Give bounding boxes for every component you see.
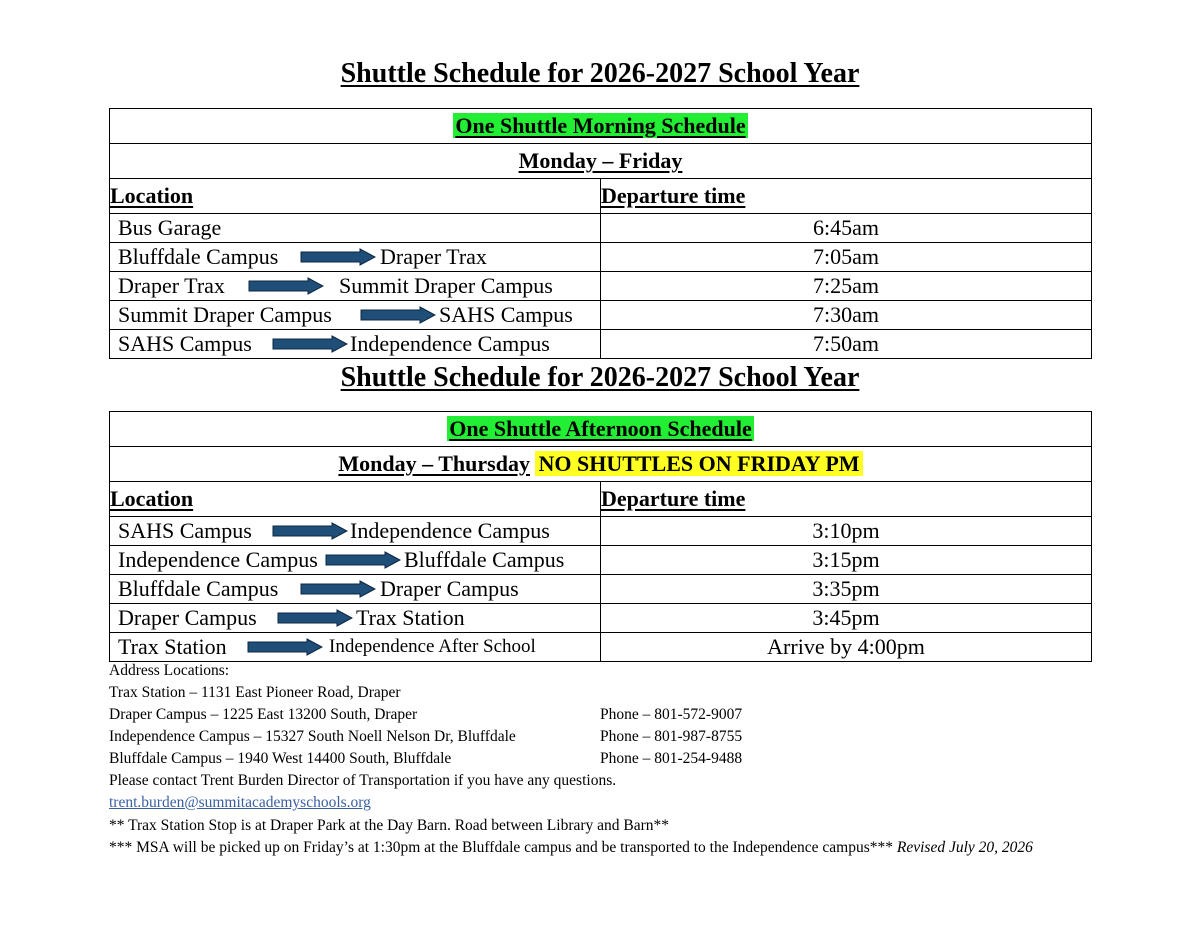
no-friday-notice: NO SHUTTLES ON FRIDAY PM — [535, 451, 862, 476]
table-row — [110, 604, 1092, 633]
location-cell — [110, 330, 601, 359]
afternoon-days: Monday – Thursday — [338, 451, 530, 476]
from-location: Bluffdale Campus — [118, 576, 279, 601]
address-row-independence — [109, 726, 1109, 748]
morning-location-header: Location — [110, 179, 601, 214]
from-location: Draper Campus — [118, 605, 257, 630]
afternoon-heading: One Shuttle Afternoon Schedule — [449, 416, 752, 441]
email-link[interactable]: trent.burden@summitacademyschools.org — [109, 794, 371, 811]
location-cell — [110, 575, 601, 604]
arrow-right-icon — [272, 335, 348, 353]
arrow-right-icon — [248, 277, 324, 295]
to-location: Independence Campus — [350, 518, 550, 543]
morning-days-cell — [110, 144, 1092, 179]
address-row-draper — [109, 704, 1109, 726]
from-location: Summit Draper Campus — [118, 302, 332, 327]
morning-heading-cell — [110, 109, 1092, 144]
table-row — [110, 214, 1092, 243]
afternoon-schedule-table — [109, 411, 1092, 662]
to-location: Independence After School — [329, 636, 536, 657]
arrow-right-icon — [360, 306, 436, 324]
from-location: SAHS Campus — [118, 518, 252, 543]
msa-note-row — [109, 837, 1199, 859]
table-row — [110, 633, 1092, 662]
msa-note: *** MSA will be picked up on Friday’s at 1:30pm at the Bluffdale campus and be transported to the Independence campus*** — [109, 839, 894, 856]
location-cell — [110, 604, 601, 633]
morning-time-header: Departure time — [601, 179, 1092, 214]
phone-bluffdale: Phone – 801-254-9488 — [600, 750, 743, 767]
arrow-right-icon — [325, 551, 401, 569]
from-location: Bus Garage — [118, 215, 222, 240]
afternoon-time-header: Departure time — [601, 482, 1092, 517]
departure-time: 7:05am — [601, 243, 1092, 272]
departure-time: 7:30am — [601, 301, 1092, 330]
table-row — [110, 243, 1092, 272]
address-bluffdale: Bluffdale Campus – 1940 West 14400 South, Bluffdale — [109, 750, 452, 767]
arrow-right-icon — [272, 522, 348, 540]
location-cell — [110, 272, 601, 301]
departure-time: 7:50am — [601, 330, 1092, 359]
departure-time: 3:10pm — [601, 517, 1092, 546]
from-location: Bluffdale Campus — [118, 244, 279, 269]
page-title: Shuttle Schedule for 2026-2027 School Year — [340, 58, 860, 89]
to-location: Summit Draper Campus — [339, 273, 553, 298]
arrow-right-icon — [300, 248, 376, 266]
afternoon-heading-cell — [110, 412, 1092, 447]
morning-heading: One Shuttle Morning Schedule — [455, 113, 746, 138]
morning-schedule-table — [109, 108, 1092, 359]
address-trax: Trax Station – 1131 East Pioneer Road, Draper — [109, 684, 401, 701]
departure-time: 7:25am — [601, 272, 1092, 301]
arrow-right-icon — [277, 609, 353, 627]
departure-time: 3:35pm — [601, 575, 1092, 604]
contact-text: Please contact Trent Burden Director of Transportation if you have any questions. — [109, 772, 617, 789]
from-location: Trax Station — [118, 634, 227, 659]
email-row — [109, 792, 1109, 814]
section-title: Shuttle Schedule for 2026-2027 School Year — [340, 362, 860, 393]
address-heading: Address Locations: — [109, 662, 230, 679]
table-row — [110, 330, 1092, 359]
afternoon-days-cell — [110, 447, 1092, 482]
to-location: Draper Trax — [380, 244, 487, 269]
phone-draper: Phone – 801-572-9007 — [600, 706, 743, 723]
table-row — [110, 301, 1092, 330]
departure-time: Arrive by 4:00pm — [601, 633, 1092, 662]
location-cell — [110, 517, 601, 546]
to-location: Trax Station — [356, 605, 465, 630]
from-location: SAHS Campus — [118, 331, 252, 356]
departure-time: 3:15pm — [601, 546, 1092, 575]
arrow-right-icon — [300, 580, 376, 598]
trax-note: ** Trax Station Stop is at Draper Park at the Day Barn. Road between Library and Barn** — [109, 817, 670, 834]
arrow-right-icon — [247, 638, 323, 656]
to-location: Independence Campus — [350, 331, 550, 356]
location-cell — [110, 301, 601, 330]
location-cell — [110, 633, 601, 662]
table-row — [110, 575, 1092, 604]
phone-independence: Phone – 801-987-8755 — [600, 728, 743, 745]
to-location: Bluffdale Campus — [404, 547, 565, 572]
from-location: Independence Campus — [118, 547, 318, 572]
table-row — [110, 546, 1092, 575]
departure-time: 3:45pm — [601, 604, 1092, 633]
location-cell — [110, 546, 601, 575]
location-cell — [110, 243, 601, 272]
morning-days: Monday – Friday — [518, 148, 683, 173]
table-row — [110, 272, 1092, 301]
to-location: SAHS Campus — [439, 302, 573, 327]
from-location: Draper Trax — [118, 273, 225, 298]
to-location: Draper Campus — [380, 576, 519, 601]
address-draper: Draper Campus – 1225 East 13200 South, Draper — [109, 706, 418, 723]
departure-time: 6:45am — [601, 214, 1092, 243]
address-row-bluffdale — [109, 748, 1109, 770]
afternoon-location-header: Location — [110, 482, 601, 517]
address-independence: Independence Campus – 15327 South Noell Nelson Dr, Bluffdale — [109, 728, 516, 745]
table-row — [110, 517, 1092, 546]
location-cell — [110, 214, 601, 243]
revised-date: Revised July 20, 2026 — [896, 839, 1033, 856]
